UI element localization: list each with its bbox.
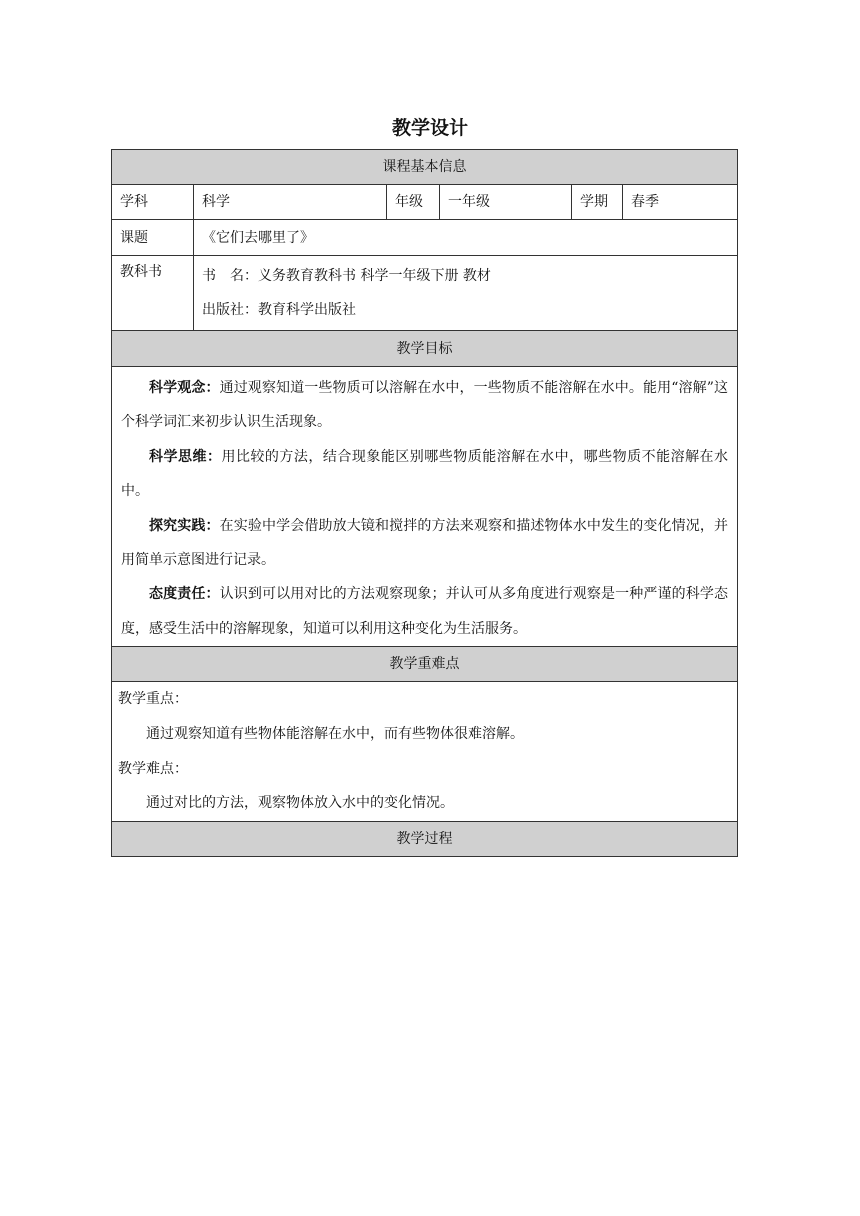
objective-label: 态度责任：	[149, 586, 220, 603]
key-points-content	[112, 682, 738, 822]
process-header: 教学过程	[112, 822, 738, 857]
lesson-design-table	[111, 149, 738, 857]
objective-label: 科学思维：	[149, 448, 222, 465]
objectives-header-row	[112, 331, 738, 367]
textbook-name: 书 名：义务教育教科书 科学一年级下册 教材	[202, 268, 491, 284]
objective-item	[121, 371, 728, 440]
objective-label: 科学观念：	[149, 380, 220, 396]
key-points-header: 教学重难点	[112, 647, 738, 682]
objectives-content	[112, 367, 738, 647]
subject-row	[112, 185, 738, 220]
key-points-header-row	[112, 647, 738, 682]
key-points-row	[112, 682, 738, 822]
objective-item	[121, 440, 728, 509]
grade-value: 一年级	[440, 185, 572, 220]
topic-row	[112, 220, 738, 256]
textbook-row	[112, 256, 738, 331]
subject-label: 学科	[112, 185, 194, 220]
objective-text: 通过观察知道一些物质可以溶解在水中，一些物质不能溶解在水中。能用“溶解”这个科学词汇来初步认识生活现象。	[121, 380, 729, 431]
objective-label: 探究实践：	[149, 517, 220, 534]
textbook-publisher: 出版社：教育科学出版社	[202, 302, 356, 318]
difficult-point-text: 通过对比的方法，观察物体放入水中的变化情况。	[146, 795, 454, 812]
textbook-label: 教科书	[112, 256, 194, 331]
objective-text: 认识到可以用对比的方法观察现象；并认可从多角度进行观察是一种严谨的科学态度，感受生活中的溶解现象，知道可以利用这种变化为生活服务。	[121, 586, 729, 637]
topic-label: 课题	[112, 220, 194, 256]
textbook-info	[194, 256, 738, 331]
term-label: 学期	[572, 185, 623, 220]
basic-info-header: 课程基本信息	[112, 150, 738, 185]
key-point-text: 通过观察知道有些物体能溶解在水中，而有些物体很难溶解。	[146, 725, 524, 742]
objective-item	[121, 577, 728, 646]
objectives-header: 教学目标	[112, 331, 738, 367]
term-value: 春季	[623, 185, 738, 220]
objective-text: 在实验中学会借助放大镜和搅拌的方法来观察和描述物体水中发生的变化情况，并用简单示意图进行记录。	[121, 517, 729, 569]
basic-info-header-row	[112, 150, 738, 185]
objectives-row	[112, 367, 738, 647]
page-title: 教学设计	[391, 117, 468, 139]
subject-value: 科学	[194, 185, 387, 220]
key-point-label: 教学重点：	[118, 691, 188, 708]
objective-item	[121, 509, 728, 578]
process-header-row	[112, 822, 738, 857]
objective-text: 用比较的方法，结合现象能区别哪些物质能溶解在水中，哪些物质不能溶解在水中。	[121, 448, 729, 500]
grade-label: 年级	[387, 185, 440, 220]
difficult-point-label: 教学难点：	[118, 760, 188, 777]
topic-value: 《它们去哪里了》	[194, 220, 738, 256]
